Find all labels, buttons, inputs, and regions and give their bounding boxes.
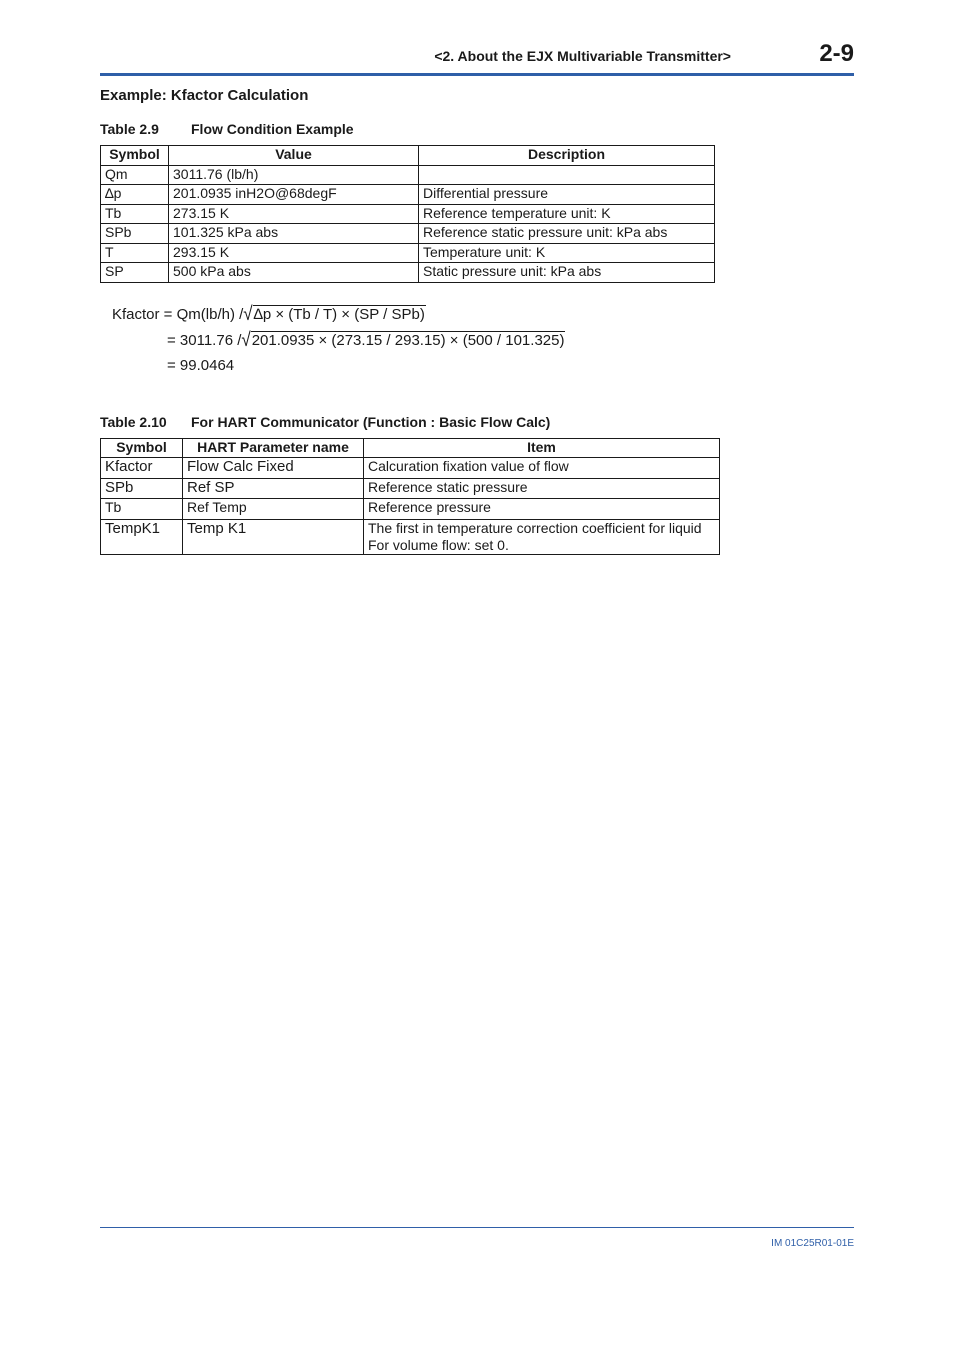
cell-value: 201.0935 inH2O@68degF — [169, 185, 419, 205]
kfactor-formula — [112, 304, 426, 324]
cell-description: Reference temperature unit: K — [419, 204, 715, 224]
cell-value: 293.15 K — [169, 243, 419, 263]
cell-item: Reference static pressure — [364, 478, 720, 499]
cell-description: Static pressure unit: kPa abs — [419, 263, 715, 283]
cell-symbol: Qm — [101, 165, 169, 185]
cell-hart-parameter: Temp K1 — [183, 519, 364, 554]
cell-symbol: T — [101, 243, 169, 263]
column-header-hart-parameter: HART Parameter name — [183, 439, 364, 458]
table-2-9-caption — [100, 121, 354, 137]
formula-line2-radicand: 201.0935 × (273.15 / 293.15) × (500 / 101.325) — [251, 332, 565, 349]
cell-item — [364, 519, 720, 554]
cell-symbol: SP — [101, 263, 169, 283]
table-row — [101, 458, 720, 479]
cell-item-line: For volume flow: set 0. — [368, 536, 509, 553]
cell-value: 101.325 kPa abs — [169, 224, 419, 244]
cell-symbol: ∆p — [101, 185, 169, 205]
cell-description: Differential pressure — [419, 185, 715, 205]
cell-hart-parameter: Flow Calc Fixed — [183, 458, 364, 479]
cell-symbol: Tb — [101, 204, 169, 224]
formula-line1-prefix: Kfactor = Qm(lb/h) / — [112, 306, 244, 323]
column-header-item: Item — [364, 439, 720, 458]
cell-symbol: SPb — [101, 478, 183, 499]
formula-line2-prefix: = 3011.76 / — [167, 332, 242, 349]
page-number: 2-9 — [819, 40, 854, 67]
table-row — [101, 478, 720, 499]
table-row — [101, 224, 715, 244]
table-2-10-title: For HART Communicator (Function : Basic Flow Calc) — [191, 414, 551, 430]
chapter-header: <2. About the EJX Multivariable Transmitter> — [434, 48, 731, 64]
table-2-9-number: Table 2.9 — [100, 121, 159, 137]
cell-item-line: The first in temperature correction coefficient for liquid — [368, 519, 702, 536]
table-row — [101, 263, 715, 283]
footer-rule — [100, 1227, 854, 1228]
cell-symbol: Tb — [101, 499, 183, 520]
column-header-value: Value — [169, 146, 419, 166]
table-2-10-number: Table 2.10 — [100, 414, 167, 430]
table-row — [101, 165, 715, 185]
cell-symbol: SPb — [101, 224, 169, 244]
table-row — [101, 499, 720, 520]
cell-symbol: Kfactor — [101, 458, 183, 479]
square-root-icon: √∆p × (Tb / T) × (SP / SPb) — [243, 302, 425, 325]
kfactor-result: = 99.0464 — [167, 357, 235, 374]
hart-communicator-table — [100, 438, 720, 555]
column-header-description: Description — [419, 146, 715, 166]
header-rule — [100, 73, 854, 76]
column-header-symbol: Symbol — [101, 439, 183, 458]
square-root-icon: √201.0935 × (273.15 / 293.15) × (500 / 101.325) — [241, 328, 565, 351]
table-2-9-title: Flow Condition Example — [191, 121, 354, 137]
cell-value: 500 kPa abs — [169, 263, 419, 283]
flow-condition-table — [100, 145, 715, 283]
table-row — [101, 519, 720, 554]
table-row — [101, 243, 715, 263]
table-row — [101, 204, 715, 224]
table-2-10-caption — [100, 414, 550, 430]
cell-description: Reference static pressure unit: kPa abs — [419, 224, 715, 244]
cell-item: Calcuration fixation value of flow — [364, 458, 720, 479]
cell-value: 3011.76 (lb/h) — [169, 165, 419, 185]
document-id: IM 01C25R01-01E — [771, 1238, 854, 1249]
kfactor-substitution — [167, 330, 565, 350]
cell-item: Reference pressure — [364, 499, 720, 520]
cell-hart-parameter: Ref Temp — [183, 499, 364, 520]
cell-value: 273.15 K — [169, 204, 419, 224]
table-row — [101, 185, 715, 205]
section-title: Example: Kfactor Calculation — [100, 87, 309, 104]
column-header-symbol: Symbol — [101, 146, 169, 166]
formula-line1-radicand: ∆p × (Tb / T) × (SP / SPb) — [253, 306, 425, 323]
cell-hart-parameter: Ref SP — [183, 478, 364, 499]
cell-description — [419, 165, 715, 185]
cell-description: Temperature unit: K — [419, 243, 715, 263]
cell-symbol: TempK1 — [101, 519, 183, 554]
